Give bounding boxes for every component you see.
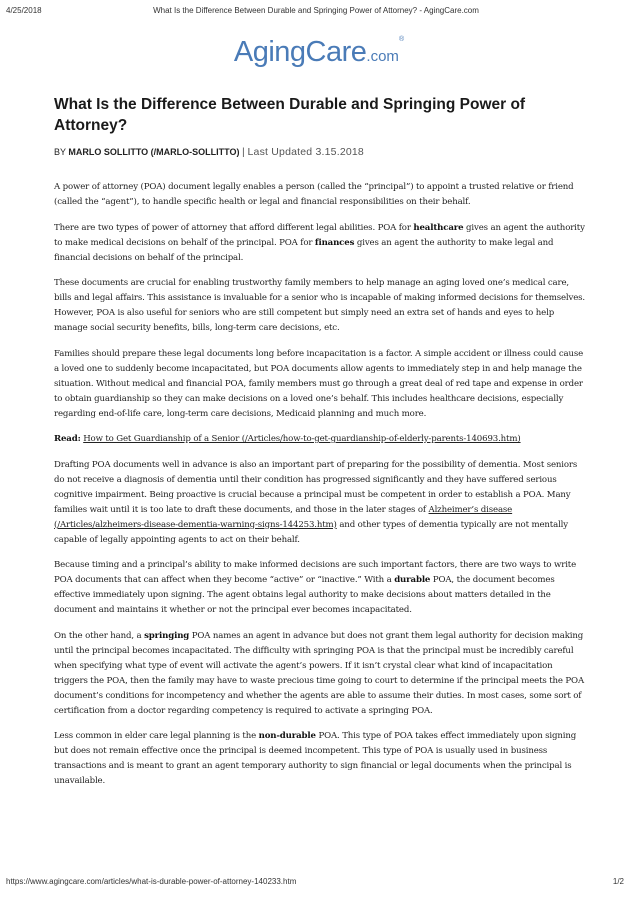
paragraph-durable (54, 558, 586, 618)
paragraph-dementia-text-1: Drafting POA documents well in advance is also an important part of preparing for the possibility of dementia. Most seniors do not receive a diagnosis of dementia until their condition has progressed significantly and they have suffered serious cognitive impairment. Being proactive is crucial because a principal must be competent in order to establish a POA. Many families wait until it is too late to draft these documents, and those in the later stages of (54, 459, 578, 515)
article-body (54, 180, 586, 800)
paragraph-durable-text-2: POA, the document becomes effective immediately upon signing. The agent obtains legal authority to make decisions about matters detailed in the document and maintains it whether or not the principal ever becomes incapacitated. (54, 575, 555, 615)
paragraph-non-durable-text-1: Less common in elder care legal planning is the (54, 731, 259, 741)
print-footer (6, 877, 624, 889)
print-header (6, 6, 626, 18)
last-updated: Last Updated 3.15.2018 (247, 146, 364, 158)
byline-separator: | (242, 146, 245, 158)
paragraph-families: Families should prepare these legal documents long before incapacitation is a factor. A simple accident or illness could cause a loved one to suddenly become incapacitated, but POA documents allow agents to immediately step in and help manage the situation. Without medical and financial POA, family members must go through a great deal of red tape and expense in order to obtain guardianship so they can make decisions on a loved one’s behalf. This includes healthcare decisions, especially regarding end-of-life care, long-term care decisions, Medicaid planning and much more. (54, 348, 584, 419)
paragraph-dementia (54, 458, 586, 548)
guardianship-link[interactable]: How to Get Guardianship of a Senior (/Articles/how-to-get-guardianship-of-elderly-parents-140693.htm) (83, 434, 521, 444)
byline (54, 146, 364, 158)
alzheimers-link[interactable]: Alzheimer’s disease (/Articles/alzheimers-disease-dementia-warning-signs-144253.htm) (54, 504, 513, 530)
agingcare-logo[interactable] (0, 36, 638, 69)
read-more (54, 432, 586, 447)
paragraph-springing-text-1: On the other hand, a (54, 630, 145, 641)
paragraph-non-durable-text-2: POA. This type of POA takes effect immediately upon signing but does not remain effective once the principal is deemed incompetent. This type of POA is usually used in business transactions and is meant to grant an agent temporary authority to sign financial or legal documents when the principal is unavailable. (54, 731, 577, 786)
page-number: 1/2 (612, 877, 624, 886)
paragraph-importance: These documents are crucial for enabling trustworthy family members to help manage an aging loved one’s medical care, bills and legal affairs. This assistance is invaluable for a senior who is incapable of making informed decisions for themselves. However, POA is also useful for seniors who are still competent but simply need an extra set of hands and eyes to help manage social security benefits, bills, long-term care decisions, etc. (54, 278, 585, 333)
print-url: https://www.agingcare.com/articles/what-is-durable-power-of-attorney-140233.htm (6, 877, 297, 886)
read-label: Read: (54, 434, 81, 444)
durable-term: durable (394, 575, 431, 585)
paragraph-types-text-3: gives an agent the authority to make legal and financial decisions on behalf of the principal. (54, 237, 554, 263)
paragraph-non-durable (54, 729, 586, 789)
article-title: What Is the Difference Between Durable and Springing Power of Attorney? (54, 96, 526, 134)
paragraph-types-text-2: gives an agent the authority to make medical decisions on behalf of the principal. POA for (54, 222, 585, 248)
paragraph-springing-text-2: POA names an agent in advance but does not grant them legal authority for decision making until the principal becomes incapacitated. The difficulty with springing POA is that the principal must be incredibly careful when specifying what type of event will activate the agent’s powers. If it isn’t crystal clear what kind of incapacitation triggers the POA, then the family may have to waste precious time going to court to determine if the principal meets the POA document’s conditions for incompetency and whether the agents are able to assume their duties. In most cases, some sort of certification from a doctor regarding competency is required to activate a springing POA. (54, 630, 585, 716)
by-label: BY (54, 147, 66, 157)
paragraph-durable-text-1: Because timing and a principal’s ability to make informed decisions are such important factors, there are two ways to write POA documents that can affect when they become “active” or “inactive.” With a (54, 560, 577, 585)
paragraph-springing (54, 629, 586, 719)
print-date: 4/25/2018 (6, 6, 42, 15)
author-link[interactable]: MARLO SOLLITTO (/MARLO-SOLLITTO) (68, 147, 240, 157)
logo-main-text: AgingCare (233, 36, 367, 68)
print-page-title: What Is the Difference Between Durable and Springing Power of Attorney? - AgingCare.com (153, 6, 479, 15)
healthcare-term: healthcare (413, 222, 464, 233)
paragraph-types-text-1: There are two types of power of attorney that afford different legal abilities. POA for (54, 222, 414, 233)
non-durable-term: non-durable (258, 731, 316, 741)
paragraph-dementia-text-2: and other types of dementia typically are not mentally capable of legally appointing agents to act on their behalf. (54, 519, 568, 545)
springing-term: springing (144, 630, 190, 641)
logo-registered-mark: ® (398, 36, 405, 43)
finances-term: finances (314, 237, 355, 248)
paragraph-intro: A power of attorney (POA) document legally enables a person (called the “principal”) to appoint a trusted relative or friend (called the “agent”), to handle specific health or legal and financial responsibilities on their behalf. (54, 182, 574, 207)
logo-com-text: .com (366, 48, 399, 65)
paragraph-types (54, 221, 586, 266)
